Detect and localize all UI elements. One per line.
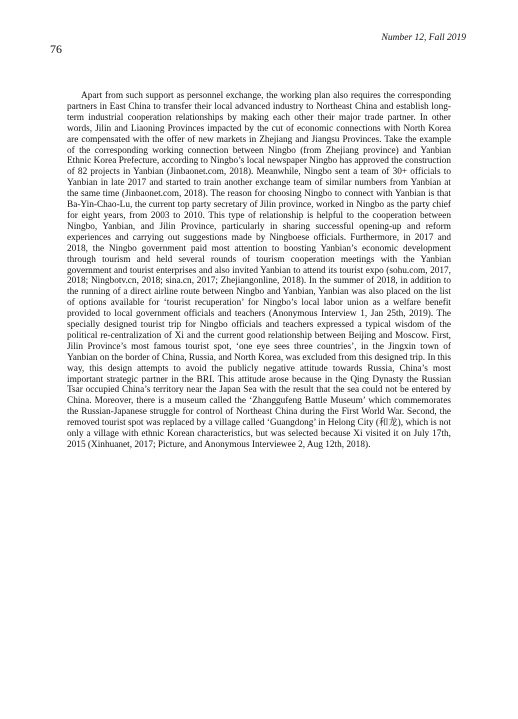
page-number: 76 — [50, 42, 62, 56]
journal-issue-header: Number 12, Fall 2019 — [381, 33, 466, 43]
body-paragraph: Apart from such support as personnel exchange, the working plan also requires the corresponding partners in East China to transfer their local advanced industry to Northeast China and establish long-term industrial cooperation relationships by making each other their major trade partner. In other words, Jilin and Liaoning Provinces impacted by the cut of economic connections with North Korea are compensated with the offer of new markets in Zhejiang and Jiangsu Provinces. Take the example of the corresponding working connection between Ningbo (from Zhejiang province) and Yanbian Ethnic Korea Prefecture, according to Ningbo’s local newspaper Ningbo has approved the construction of 82 projects in Yanbian (Jinbaonet.com, 2018). Meanwhile, Ningbo sent a team of 30+ officials to Yanbian in late 2017 and started to train another exchange team of similar numbers from Yanbian at the same time (Jinbaonet.com, 2018). The reason for choosing Ningbo to connect with Yanbian is that Ba-Yin-Chao-Lu, the current top party secretary of Jilin province, worked in Ningbo as the party chief for eight years, from 2003 to 2010. This type of relationship is helpful to the cooperation between Ningbo, Yanbian, and Jilin Province, particularly in sharing successful opening-up and reform experiences and carrying out suggestions made by Ningboese officials. Furthermore, in 2017 and 2018, the Ningbo government paid most attention to boosting Yanbian’s economic development through tourism and held several rounds of tourism cooperation meetings with the Yanbian government and tourist enterprises and also invited Yanbian to attend its tourist expo (sohu.com, 2017, 2018; Ningbotv.cn, 2018; sina.cn, 2017; Zhejiangonline, 2018). In the summer of 2018, in addition to the running of a direct airline route between Ningbo and Yanbian, Yanbian was also placed on the list of options available for ‘tourist recuperation’ for Ningbo’s local labor union as a welfare benefit provided to local government officials and teachers (Anonymous Interview 1, Jan 25th, 2019). The specially designed tourist trip for Ningbo officials and teachers expressed a typical wisdom of the political re-centralization of Xi and the current good relationship between Beijing and Moscow. First, Jilin Province’s most famous tourist spot, ‘one eye sees three countries’, in the Jingxin town of Yanbian on the border of China, Russia, and North Korea, was excluded from this designed trip. In this way, this design attempts to avoid the publicly negative attitude towards Russia, China’s most important strategic partner in the BRI. This attitude arose because in the Qing Dynasty the Russian Tsar occupied China’s territory near the Japan Sea with the result that the sea could not be entered by China. Moreover, there is a museum called the ‘Zhanggufeng Battle Museum’ which commemorates the Russian-Japanese struggle for control of Northeast China during the First World War. Second, the removed tourist spot was replaced by a village called ‘Guangdong’ in Helong City (和龙), which is not only a village with ethnic Korean characteristics, but was selected because Xi visited it on July 17th, 2015 (Xinhuanet, 2017; Picture, and Anonymous Interviewee 2, Aug 12th, 2018). — [67, 91, 451, 450]
